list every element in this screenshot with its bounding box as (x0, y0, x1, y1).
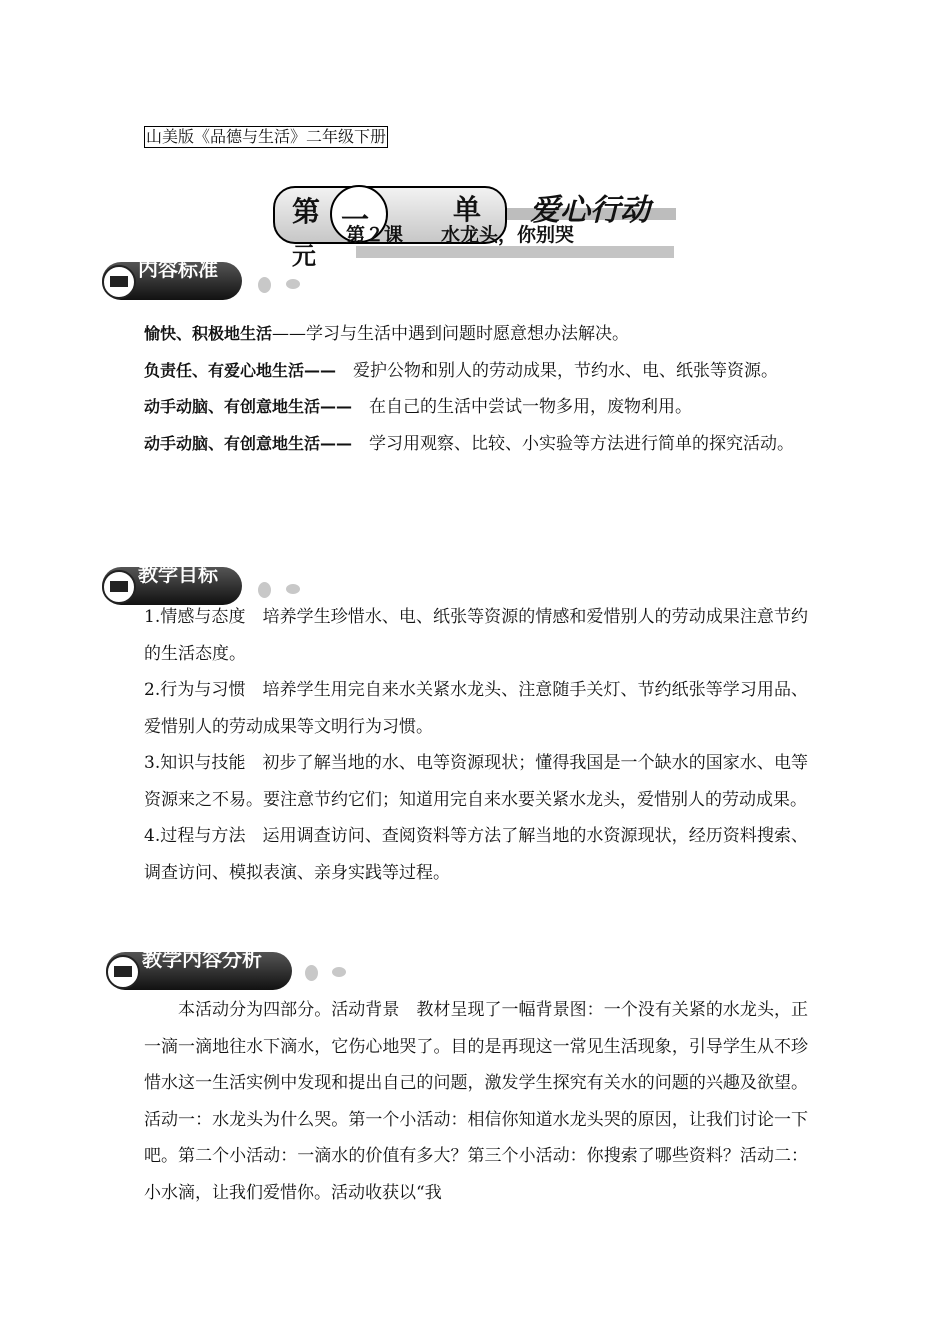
unit-di: 第 (292, 195, 321, 228)
standard-label: 动手动脑、有创意地生活—— (144, 397, 353, 416)
lesson-bar (356, 246, 674, 258)
section-title: 教学目标 (138, 562, 218, 586)
standard-item: 动手动脑、有创意地生活—— 在自己的生活中尝试一物多用，废物利用。 (144, 397, 693, 417)
section-icon (102, 570, 136, 604)
decor-dot (305, 965, 318, 981)
book-label: 山美版《品德与生活》二年级下册 (146, 127, 387, 146)
goal-item: 1.情感与态度 培养学生珍惜水、电、纸张等资源的情感和爱惜别人的劳动成果注意节约的生活态度。 (144, 607, 808, 664)
standard-label: 动手动脑、有创意地生活—— (144, 433, 353, 453)
section-title: 内容标准 (138, 257, 218, 281)
section-title: 教学内容分析 (142, 947, 262, 971)
unit-yuan: 元 (292, 242, 316, 270)
lesson-number: 第２课 (346, 224, 404, 246)
goal-item: 4.过程与方法 运用调查访问、查阅资料等方法了解当地的水资源现状，经历资料搜索、调查访问、模拟表演、亲身实践等过程。 (144, 826, 808, 883)
decor-dot (258, 582, 271, 598)
standard-label: 愉快、积极地生活 (144, 324, 273, 343)
decor-dot (258, 277, 271, 293)
unit-dan: 单 (453, 193, 482, 226)
section-icon (106, 955, 140, 989)
standard-item: 动手动脑、有创意地生活—— 学习用观察、比较、小实验等方法进行简单的探究活动。 (144, 433, 795, 454)
decor-dot (332, 967, 346, 977)
lesson-title (346, 224, 574, 246)
goal-item: 2.行为与习惯 培养学生用完自来水关紧水龙头、注意随手关灯、节约纸张等学习用品、爱惜别人的劳动成果等文明行为习惯。 (144, 680, 808, 737)
lesson-name: 水龙头，你别哭 (441, 224, 575, 246)
standard-item: 负责任、有爱心地生活—— 爱护公物和别人的劳动成果，节约水、电、纸张等资源。 (144, 360, 779, 381)
standard-label: 负责任、有爱心地生活—— (144, 360, 337, 380)
content-standard-list (144, 316, 808, 462)
section-icon (102, 265, 136, 299)
goal-item: 3.知识与技能 初步了解当地的水、电等资源现状；懂得我国是一个缺水的国家水、电等资源来之不易。要注意节约它们；知道用完自来水要关紧水龙头，爱惜别人的劳动成果。 (144, 753, 808, 810)
content-analysis-paragraph: 本活动分为四部分。活动背景 教材呈现了一幅背景图：一个没有关紧的水龙头，正一滴一滴地往水下滴水，它伤心地哭了。目的是再现这一常见生活现象，引导学生从不珍惜水这一生活实例中发现和提出自己的问题，激发学生探究有关水的问题的兴趣及欲望。活动一：水龙头为什么哭。第一个小活动：相信你知道水龙头哭的原因，让我们讨论一下吧。第二个小活动：一滴水的价值有多大？第三个小活动：你搜索了哪些资料？活动二：小水滴，让我们爱惜你。活动收获以“我 (144, 1000, 808, 1203)
unit-number: 一 (341, 203, 370, 236)
unit-name: 爱心行动 (530, 193, 650, 228)
teaching-goals-list (144, 599, 808, 891)
decor-dot (286, 279, 300, 289)
standard-item: 愉快、积极地生活——学习与生活中遇到问题时愿意想办法解决。 (144, 324, 630, 344)
decor-dot (286, 584, 300, 594)
